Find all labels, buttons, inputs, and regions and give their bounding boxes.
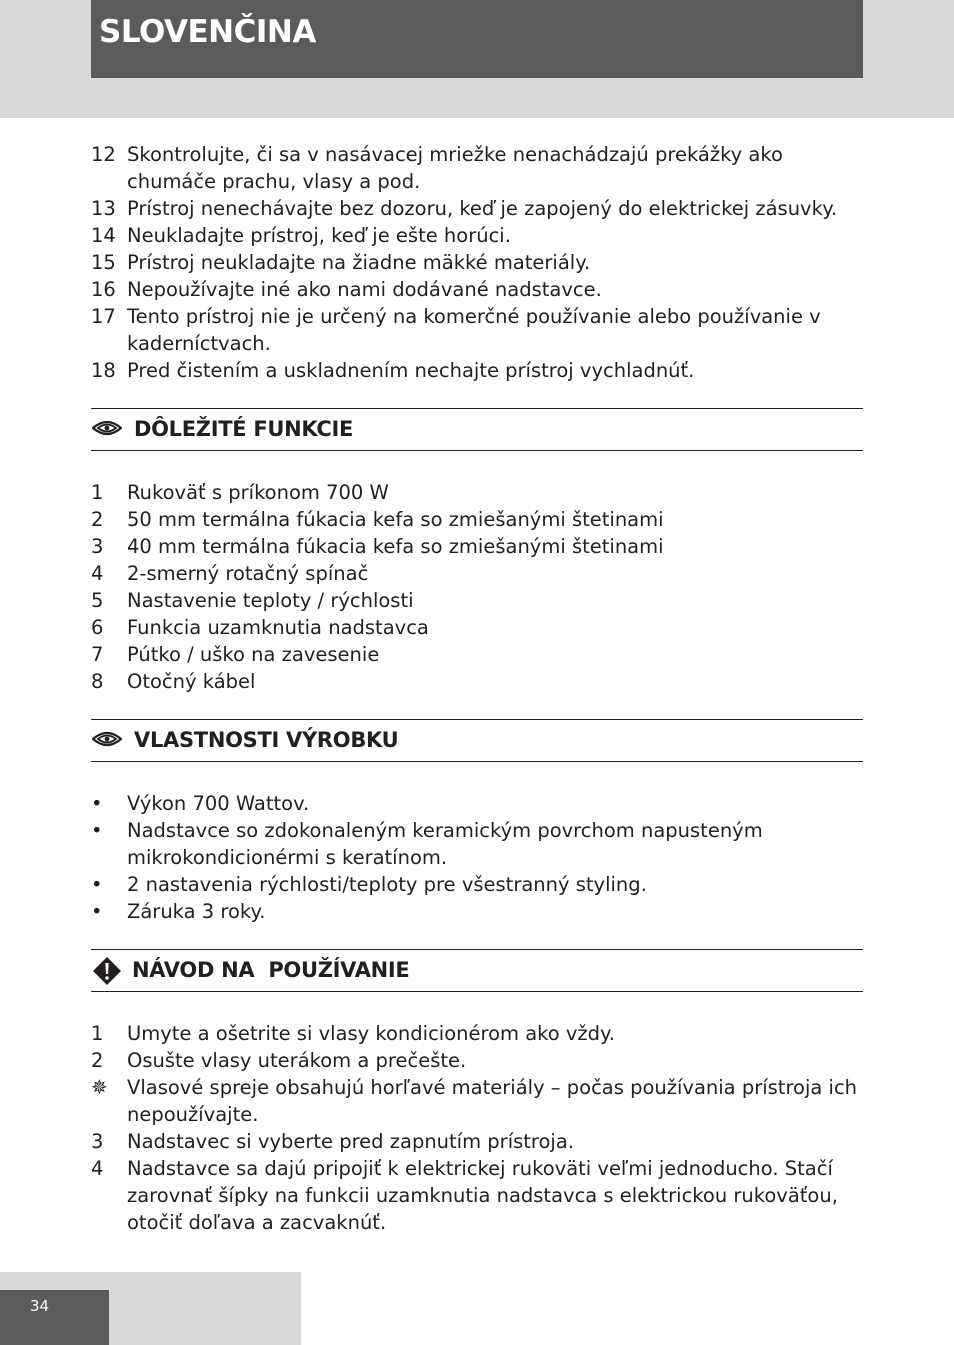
bullet: • [91, 792, 103, 815]
item-text: Rukoväť s príkonom 700 W [127, 481, 389, 504]
list-item [91, 871, 863, 898]
title-bar [91, 0, 863, 78]
item-number: 14 [91, 224, 116, 247]
list-item [91, 1047, 863, 1074]
features-list [91, 479, 863, 695]
item-text: Funkcia uzamknutia nadstavca [127, 616, 429, 639]
bullet: • [91, 873, 103, 896]
list-item [91, 276, 863, 303]
list-item [91, 587, 863, 614]
section-title: DÔLEŽITÉ FUNKCIE [134, 417, 354, 441]
item-text: Skontrolujte, či sa v nasávacej mriežke nenachádzajú prekážky ako chumáče prachu, vlasy a pod. [127, 143, 783, 193]
item-number: 3 [91, 1130, 104, 1153]
list-item [91, 357, 863, 384]
item-number: 4 [91, 1157, 104, 1180]
list-item [91, 303, 863, 357]
item-number: 6 [91, 616, 104, 639]
list-item [91, 533, 863, 560]
section-title: NÁVOD NA POUŽÍVANIE [132, 958, 410, 982]
item-text: 2-smerný rotačný spínač [127, 562, 369, 585]
item-text: Výkon 700 Wattov. [127, 792, 310, 815]
item-number: 8 [91, 670, 104, 693]
page-number-box [0, 1290, 109, 1345]
list-item [91, 790, 863, 817]
item-text: Tento prístroj nie je určený na komerčné používanie alebo používanie v kaderníctvach. [127, 305, 821, 355]
list-item [91, 222, 863, 249]
item-text: Pred čistením a uskladnením nechajte prístroj vychladnúť. [127, 359, 695, 382]
item-number: 3 [91, 535, 104, 558]
list-item [91, 641, 863, 668]
item-number: 2 [91, 1049, 104, 1072]
list-item [91, 1074, 863, 1128]
item-text: Prístroj neukladajte na žiadne mäkké materiály. [127, 251, 591, 274]
item-number: 2 [91, 508, 104, 531]
item-text: Vlasové spreje obsahujú horľavé materiály – počas používania prístroja ich nepoužívajte. [127, 1076, 858, 1126]
usage-list [91, 1020, 863, 1236]
properties-list [91, 790, 863, 925]
item-text: Neukladajte prístroj, keď je ešte horúci. [127, 224, 511, 247]
item-number: 12 [91, 143, 116, 166]
item-number: 13 [91, 197, 116, 220]
burst-warning-icon: ✵ [91, 1075, 108, 1099]
list-item [91, 1128, 863, 1155]
list-item [91, 668, 863, 695]
list-item [91, 249, 863, 276]
page-content [91, 141, 863, 1236]
item-text: 50 mm termálna fúkacia kefa so zmiešanými štetinami [127, 508, 664, 531]
item-text: 40 mm termálna fúkacia kefa so zmiešanými štetinami [127, 535, 664, 558]
item-number: 17 [91, 305, 116, 328]
list-item [91, 506, 863, 533]
warning-diamond-icon [92, 956, 122, 990]
section-heading-features [91, 408, 863, 451]
item-text: Umyte a ošetrite si vlasy kondicionérom ako vždy. [127, 1022, 615, 1045]
item-number: 18 [91, 359, 116, 382]
list-item [91, 898, 863, 925]
item-text: Nastavenie teploty / rýchlosti [127, 589, 414, 612]
item-number: 5 [91, 589, 104, 612]
list-item [91, 141, 863, 195]
item-number: 4 [91, 562, 104, 585]
list-item [91, 1020, 863, 1047]
list-item [91, 560, 863, 587]
section-heading-usage [91, 949, 863, 992]
item-number: 1 [91, 1022, 104, 1045]
section-heading-properties [91, 719, 863, 762]
list-item [91, 614, 863, 641]
item-text: Nadstavce sa dajú pripojiť k elektrickej rukoväti veľmi jednoducho. Stačí zarovnať šípky na funkcii uzamknutia nadstavca s elektrickou rukoväťou, otočiť doľava a zacvaknúť. [127, 1157, 838, 1234]
safety-list [91, 141, 863, 384]
list-item [91, 817, 863, 871]
item-number: 7 [91, 643, 104, 666]
item-text: Prístroj nenechávajte bez dozoru, keď je zapojený do elektrickej zásuvky. [127, 197, 838, 220]
item-text: Nadstavec si vyberte pred zapnutím prístroja. [127, 1130, 574, 1153]
item-text: Nepoužívajte iné ako nami dodávané nadstavce. [127, 278, 602, 301]
item-number: 16 [91, 278, 116, 301]
item-number: 1 [91, 481, 104, 504]
bullet: • [91, 819, 103, 842]
list-item [91, 1155, 863, 1236]
item-text: 2 nastavenia rýchlosti/teploty pre všestranný styling. [127, 873, 647, 896]
section-title: VLASTNOSTI VÝROBKU [134, 728, 399, 752]
item-text: Otočný kábel [127, 670, 256, 693]
bullet: • [91, 900, 103, 923]
eye-icon [92, 730, 122, 752]
list-item [91, 479, 863, 506]
eye-icon [92, 419, 122, 441]
list-item [91, 195, 863, 222]
item-text: Nadstavce so zdokonaleným keramickým povrchom napusteným mikrokondicionérmi s keratínom. [127, 819, 763, 869]
item-text: Pútko / uško na zavesenie [127, 643, 380, 666]
item-number: 15 [91, 251, 116, 274]
item-text: Osušte vlasy uterákom a prečešte. [127, 1049, 467, 1072]
page-number: 34 [30, 1297, 50, 1315]
item-text: Záruka 3 roky. [127, 900, 266, 923]
page-title: SLOVENČINA [99, 14, 316, 50]
